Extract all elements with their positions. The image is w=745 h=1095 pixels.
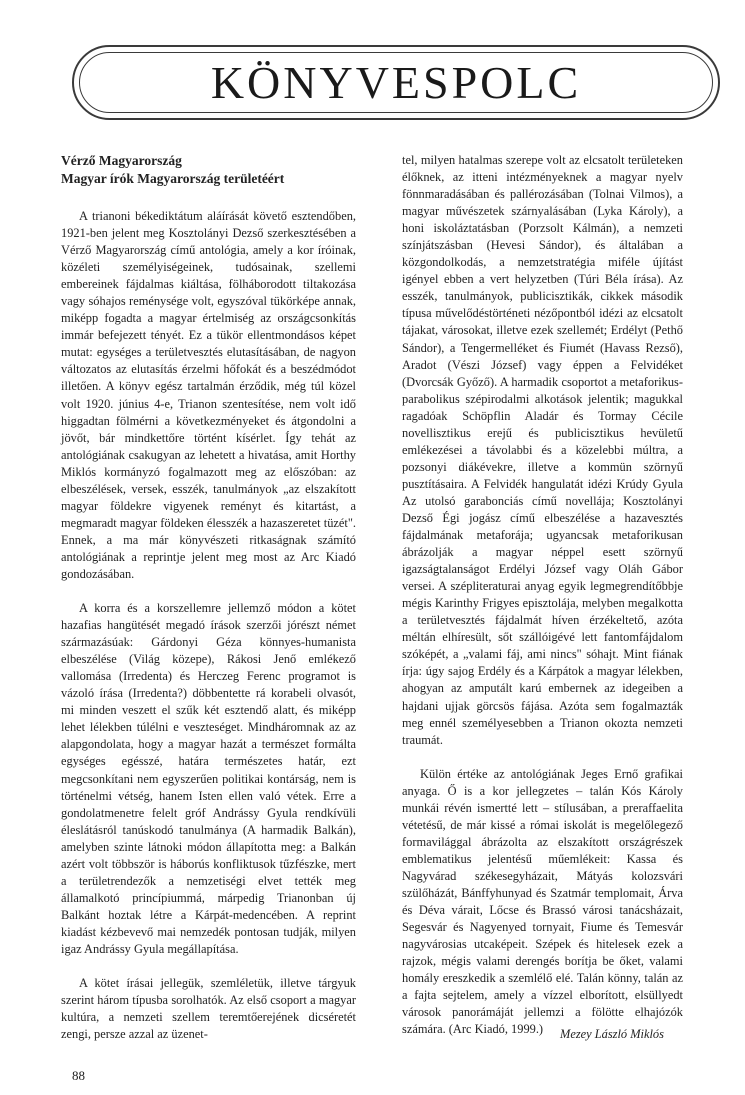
paragraph: A korra és a korszellemre jellemző módon a kötet hazafias hangütését megadó írások szerzői jórészt német származásúak: Gárdonyi Géza könnyes-humanista elbeszélése (Világ közepe), Rákosi Jenő emlékező vallomása (Irredenta) és Herczeg Ferenc programot is vázoló írása (Irredenta?) döbbentette rá korabeli olvasót, mi minden veszett el szűk két esztendő alatt, és miképp lehet lélekben túlélni e veszteséget. Mindháromnak az az alapgondolata, hogy a magyar hazát a természet formálta egységes egésszé, határa természetes határ, ezt megcsonkítani nem egyszerűen politikai kontárság, nem is történelmi vétség, hanem Isten ellen való vétek. Erre a gondolatmenetre felelt gróf Andrássy Gyula rendkívüli éleslátásról tanúskodó tanulmánya (A harmadik Balkán), amelyben szinte látnoki módon állapította meg: a Balkán azért volt többször is háborús konfliktusok tűzfészke, mert a területrendezők a nemzetiségi elvet tették meg államalkotó princípiummá, márpedig Trianonban új Balkánt hoztak létre a Kárpát-medencében. A reprint kiadást kézbevevő mai nemzedék pontosan tudják, milyen igaz Andrássy Gyula megállapítása.: [61, 601, 356, 956]
right-column: [402, 152, 683, 1038]
paragraph: tel, milyen hatalmas szerepe volt az elcsatolt területeken élőknek, az itteni intézményeknek a magyar nyelv fönnmaradásában és pallérozásában (Tolnai Vilmos), a magyar művészetek szárnyalásában (Lyka Károly), a honi iskoláztatásban (Porzsolt Kálmán), a nemzeti színjátszásban (Hevesi Sándor), és általában a közgondolkodás, a nemzetstratégia miféle újítást igényel ebben a vert helyzetben (Túri Béla írása). Az esszék, tanulmányok, publicisztikák, cikkek második típusa művelődéstörténeti nézőpontból idézi az elcsatolt tájakat, városokat, illetve ezek szellemét; Erdélyt (Pethő Sándor), a Tengermelléket és Fiumét (Havass Rezső), Aradot (Vészi József) vagy éppen a Felvidéket (Dvorcsák Győző). A harmadik csoportot a metaforikus-parabolikus szépirodalmi alkotások jelentik; magukkal ragadóak Schöpflin Aladár és Tormay Cécile novellisztikus erejű és publicisztikus hevületű emlékezései a távolabbi és a közelebbi múltra, a pozsonyi diákévekre, illetve a kommün szörnyű pusztításaira. A Felvidék hangulatát idézi Krúdy Gyula Az utolsó garabonciás című novellája; Kosztolányi Dezső Égi jogász című elbeszélése a hazavesztés fájdalmának metaforája; ugyancsak metaforikusan ábrázolják a magyar néppel esett szörnyű igazságtalanságot Erdélyi József vagy Oláh Gábor versei. A szépliteraturai anyag egyik legmegrendítőbbje mégis Karinthy Frigyes episztolája, melyben megalkotta a területvesztés fájdalmát híven érzékeltető, azóta méltán elhíresült, sőt szállóigévé lett fantomfájdalom szóképét, a „valami fáj, ami nincs" sóhajt. Mint fiának írja: úgy sajog Erdély és a Kárpátok a magyar lélekben, ahogyan az amputált karú embernek az idegeiben a hajdani ujjak görcsös fájása. Azóta sem fogalmazták meg ennél személyesebben a Trianon okozta nemzeti traumát.: [402, 153, 683, 747]
left-column: [61, 152, 356, 1043]
article-title: Vérző Magyarország: [61, 153, 182, 168]
section-title: KÖNYVESPOLC: [79, 52, 713, 113]
article-subtitle: Magyar írók Magyarország területéért: [61, 171, 285, 186]
paragraph: A trianoni békediktátum aláírását követő esztendőben, 1921-ben jelent meg Kosztolányi Dezső szerkesztésében a Vérző Magyarország című antológia, amely a kor íróinak, közéleti személyiségeinek, tudósainak, szellemi embereinek fájdalmas kiáltása, fölháborodott tiltakozása vagy sóhajos reménysége volt, egyszóval tükörképe annak, miképp fogadta a magyar értelmiség az országcsonkítás immár befejezett tényét. Ez a tükör ellentmondásos képet mutat: egységes a területvesztés elutasításában, de nagyon változatos az elutasítás érzelmi hőfokát és a beszédmódot illetően. A könyv egész tartalmán érződik, még túl közel volt 1920. június 4-e, Trianon szentesítése, nem volt idő higgadtan fölmérni a következményeket és átgondolni a jövőt, bár mindkettőre történt kísérlet. Így tehát az antológiának csakugyan az lehetett a hivatása, amit Horthy Miklós kormányzó fogalmazott meg az előszóban: az elbeszélések, versek, esszék, tanulmányok „az elszakított magyar földekre vigyenek reményt és kitartást, a megmaradt magyar földeken élesszék a hazaszeretet tüzét". Ennek, a ma már könyvészeti ritkaságnak számító antológiának a reprintje jelent meg most az Arc Kiadó gondozásában.: [61, 209, 356, 581]
paragraph: A kötet írásai jellegük, szemléletük, illetve tárgyuk szerint három típusba sorolhatók. Az első csoport a magyar kultúra, a nemzeti szellem teremtőerejének dicséretét zengi, persze azzal az üzenet-: [61, 976, 356, 1042]
author-signature: Mezey László Miklós: [560, 1027, 664, 1041]
paragraph: Külön értéke az antológiának Jeges Ernő grafikai anyaga. Ő is a kor jellegzetes – talán Kós Károly munkái révén ismertté lett – stílusában, a preraffaelita vétetésű, de már kissé a római iskolát is megelőlegező formavilággal ábrázolta az elszakított országrészek emblematikus jelentésű műemlékeit: Kassa és Nagyvárad székesegyházait, Mátyás kolozsvári szülőházát, Bánffyhunyad és Szatmár templomait, Árva és Déva várait, Lőcse és Brassó városi tanácsházait, Segesvár és Nagyenyed tornyait, Fiume és Temesvár nagyvárosias utcaképeit. Szépek és hitelesek ezek a rajzok, mégis valami derengés borítja be őket, valami homály ereszkedik a szemlélő elé. Talán könny, talán az a fajta sejtelem, amely a vízzel elborított, elsüllyedt városok panorámáját jellemzi a fölötte elhajózók számára. (Arc Kiadó, 1999.): [402, 766, 683, 1037]
page-number: 88: [72, 1068, 85, 1083]
article-heading: [61, 152, 356, 188]
